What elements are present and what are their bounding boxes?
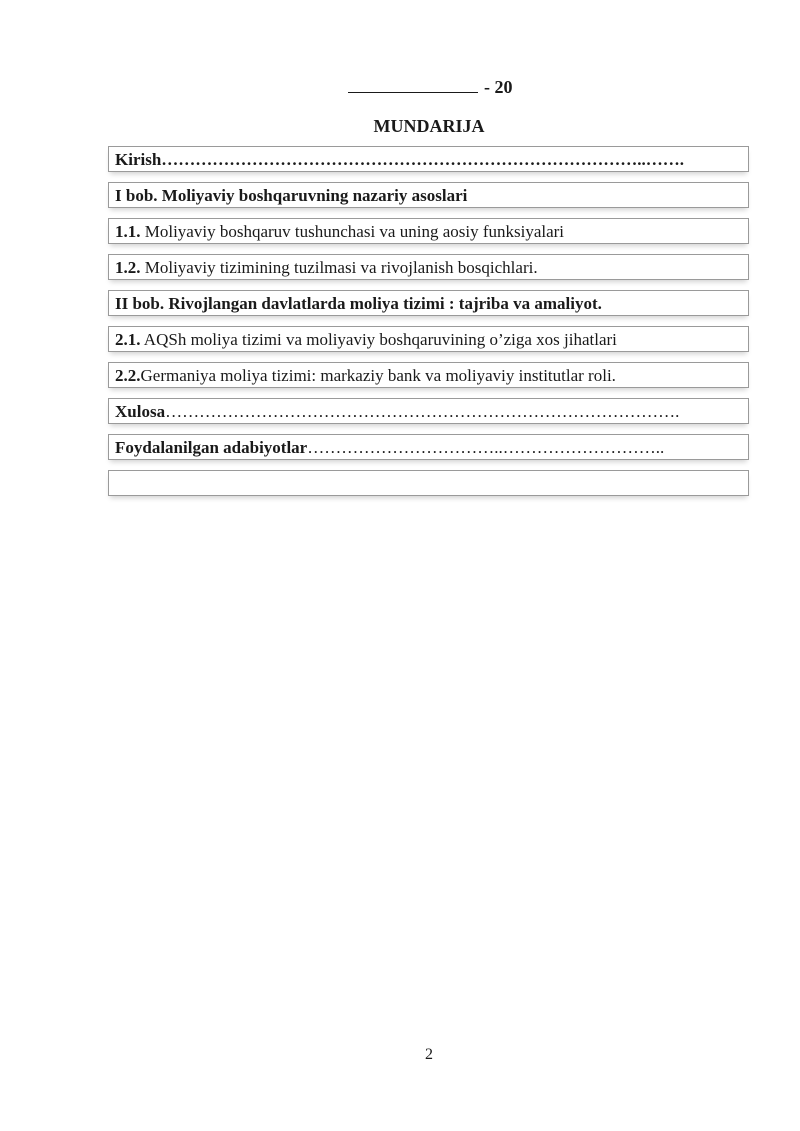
toc-dots: ……………………………..……………………….. [307, 438, 665, 457]
toc-row-chapter-2[interactable] [108, 290, 749, 316]
page-number: 2 [425, 1046, 433, 1063]
toc-dots: …………………………………………………………………………..……. [161, 150, 685, 169]
year-suffix: - 20 [484, 77, 513, 97]
toc-row-1-1[interactable] [108, 218, 749, 244]
toc-row-kirish[interactable] [108, 146, 749, 172]
toc-text: AQSh moliya tizimi va moliyaviy boshqaruvining o’ziga xos jihatlari [140, 330, 617, 349]
toc-row-1-2[interactable] [108, 254, 749, 280]
toc-chapter-label: I bob. Moliyaviy boshqaruvning nazariy asoslari [115, 186, 468, 205]
toc-text: Moliyaviy boshqaruv tushunchasi va uning aosiy funksiyalari [140, 222, 565, 241]
toc-number: 2.1. [115, 330, 141, 349]
toc-row-xulosa[interactable] [108, 398, 749, 424]
toc-row-2-1[interactable] [108, 326, 749, 352]
toc-number: 1.2. [115, 258, 141, 277]
page-title: MUNDARIJA [373, 116, 485, 136]
toc-label: Kirish [115, 150, 162, 169]
toc-text: Germaniya moliya tizimi: markaziy bank va moliyaviy institutlar roli. [140, 366, 616, 385]
toc-number: 2.2. [115, 366, 141, 385]
blank-underline [348, 76, 478, 93]
toc-number: 1.1. [115, 222, 141, 241]
header-year-line [348, 76, 513, 98]
toc-label: Xulosa [115, 402, 166, 421]
toc-row-chapter-1[interactable] [108, 182, 749, 208]
toc-label: Foydalanilgan adabiyotlar [115, 438, 308, 457]
toc-dots: ………………………………………………………………………………. [165, 402, 680, 421]
toc-row-adabiyotlar[interactable] [108, 434, 749, 460]
table-of-contents [108, 146, 749, 506]
toc-row-2-2[interactable] [108, 362, 749, 388]
toc-text: Moliyaviy tizimining tuzilmasi va rivojlanish bosqichlari. [140, 258, 538, 277]
toc-row-empty[interactable] [108, 470, 749, 496]
toc-chapter-label: II bob. Rivojlangan davlatlarda moliya tizimi : tajriba va amaliyot. [115, 294, 602, 313]
